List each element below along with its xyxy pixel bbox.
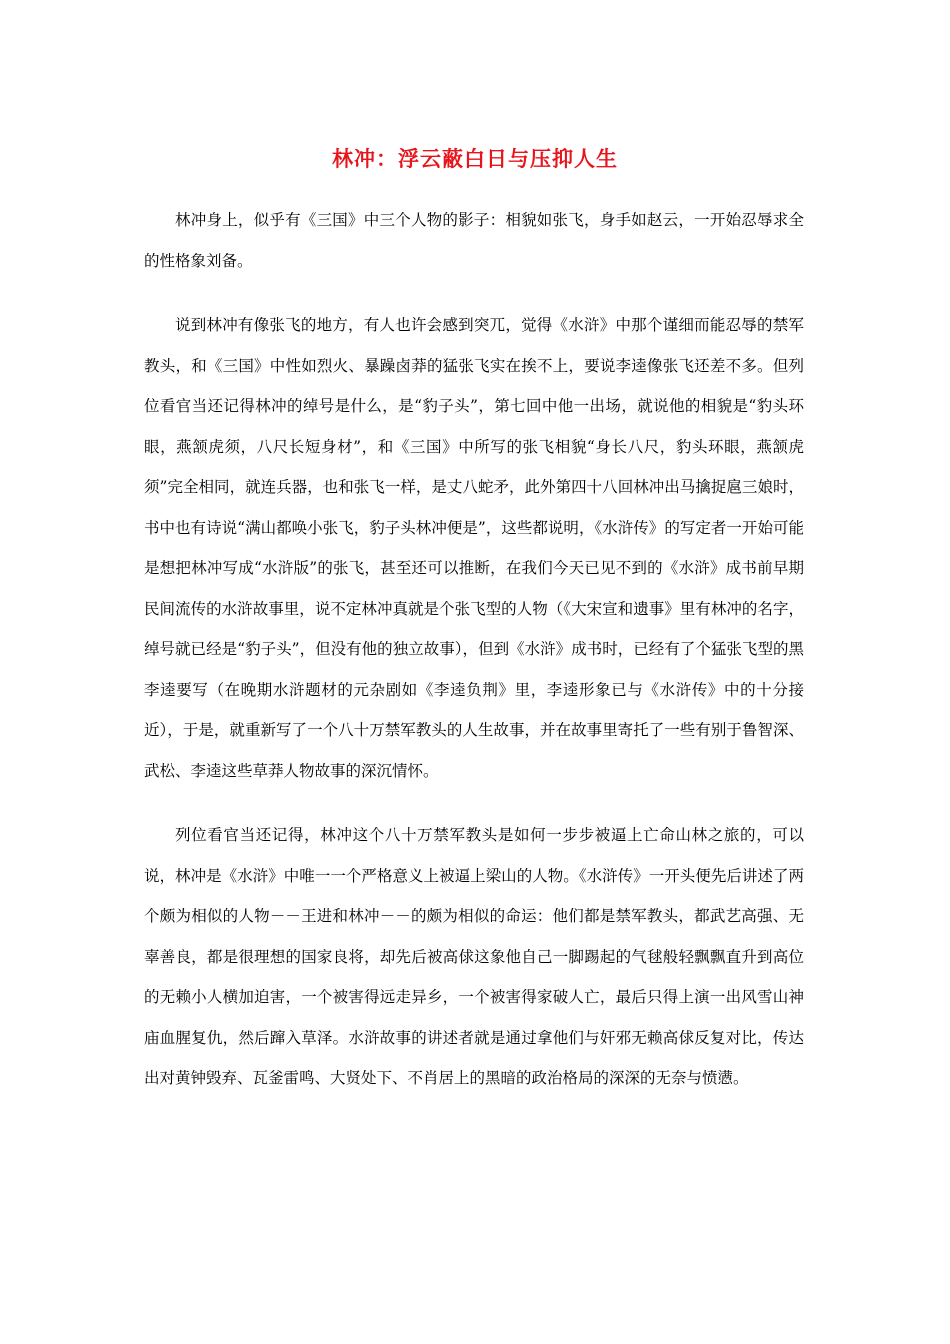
paragraph-2: 说到林冲有像张飞的地方，有人也许会感到突兀，觉得《水浒》中那个谨细而能忍辱的禁军教头，和《三国》中性如烈火、暴躁卤莽的猛张飞实在挨不上，要说李逵像张飞还差不多。但列位看官当还记得林冲的绰号是什么，是“豹子头”，第七回中他一出场，就说他的相貌是“豹头环眼，燕颔虎须，八尺长短身材”，和《三国》中所写的张飞相貌“身长八尺，豹头环眼，燕颔虎须”完全相同，就连兵器，也和张飞一样，是丈八蛇矛，此外第四十八回林冲出马擒捉扈三娘时，书中也有诗说“满山都唤小张飞，豹子头林冲便是”，这些都说明，《水浒传》的写定者一开始可能是想把林冲写成“水浒版”的张飞，甚至还可以推断，在我们今天已见不到的《水浒》成书前早期民间流传的水浒故事里，说不定林冲真就是个张飞型的人物（《大宋宣和遗事》里有林冲的名字，绰号就已经是“豹子头”，但没有他的独立故事），但到《水浒》成书时，已经有了个猛张飞型的黑李逵要写（在晚期水浒题材的元杂剧如《李逵负荆》里，李逵形象已与《水浒传》中的十分接近），于是，就重新写了一个八十万禁军教头的人生故事，并在故事里寄托了一些有别于鲁智深、武松、李逵这些草莽人物故事的深沉情怀。 bbox=[144, 316, 804, 780]
paragraph-3: 列位看官当还记得，林冲这个八十万禁军教头是如何一步步被逼上亡命山林之旅的，可以说，林冲是《水浒》中唯一一个严格意义上被逼上梁山的人物。《水浒传》一开头便先后讲述了两个颇为相似的人物－－王进和林冲－－的颇为相似的命运：他们都是禁军教头，都武艺高强、无辜善良，都是很理想的国家良将，却先后被高俅这象他自己一脚踢起的气毬般轻飘飘直升到高位的无赖小人横加迫害，一个被害得远走异乡，一个被害得家破人亡，最后只得上演一出风雪山神庙血腥复仇，然后蹿入草泽。水浒故事的讲述者就是通过拿他们与奸邪无赖高俅反复对比，传达出对黄钟毁弃、瓦釜雷鸣、大贤处下、不肖居上的黑暗的政治格局的深深的无奈与愤懑。 bbox=[144, 826, 804, 1087]
document-body bbox=[144, 200, 804, 1123]
document-title: 林冲：浮云蔽白日与压抑人生 bbox=[332, 147, 618, 171]
paragraph-1: 林冲身上，似乎有《三国》中三个人物的影子：相貌如张飞，身手如赵云，一开始忍辱求全的性格象刘备。 bbox=[144, 211, 804, 270]
